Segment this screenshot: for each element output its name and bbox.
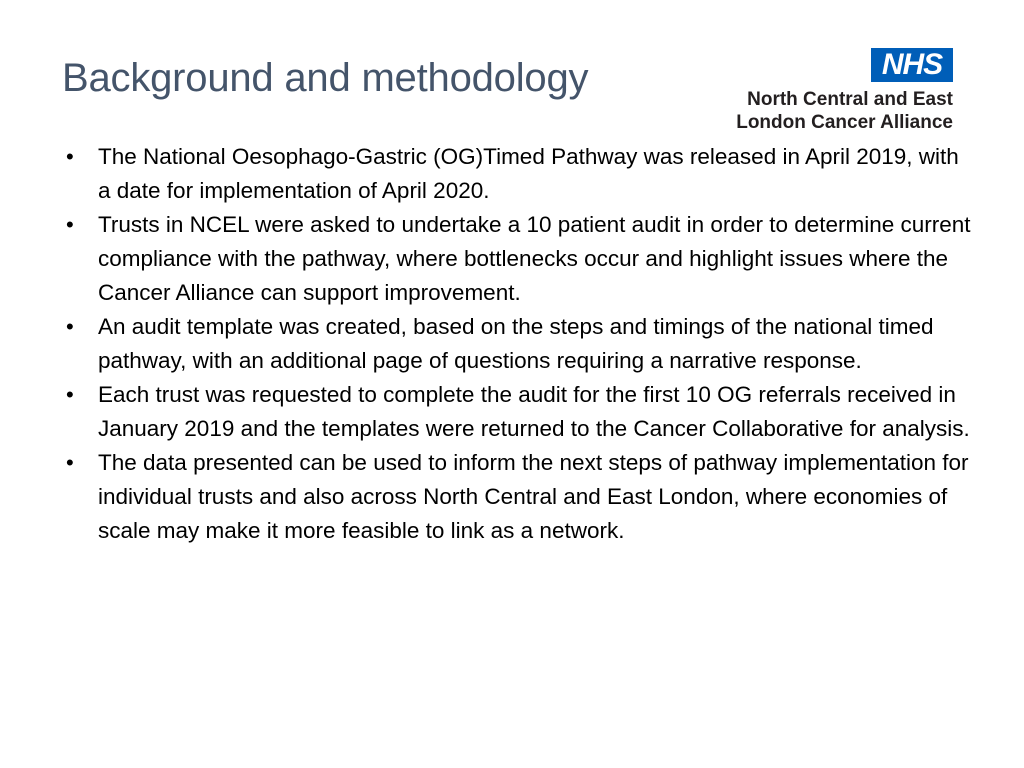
bullet-dot-icon: • (66, 450, 74, 475)
bullet-item (62, 140, 972, 208)
nhs-logo: NHS (871, 48, 953, 82)
bullet-text: Trusts in NCEL were asked to undertake a 10 patient audit in order to determine current compliance with the pathway, where bottlenecks occur and highlight issues where the Cancer Alliance can support improvement. (98, 212, 971, 305)
bullet-text: An audit template was created, based on the steps and timings of the national timed pathway, with an additional page of questions requiring a narrative response. (98, 314, 934, 373)
bullet-dot-icon: • (66, 314, 74, 339)
bullet-list (62, 140, 972, 548)
bullet-item (62, 378, 972, 446)
bullet-text: The data presented can be used to inform the next steps of pathway implementation for individual trusts and also across North Central and East London, where economies of scale may make it more feasible to link as a network. (98, 450, 969, 543)
bullet-text: Each trust was requested to complete the audit for the first 10 OG referrals received in January 2019 and the templates were returned to the Cancer Collaborative for analysis. (98, 382, 970, 441)
slide-title: Background and methodology (62, 56, 589, 100)
alliance-name-line-2: London Cancer Alliance (736, 112, 953, 133)
bullet-dot-icon: • (66, 144, 74, 169)
bullet-text: The National Oesophago-Gastric (OG)Timed Pathway was released in April 2019, with a date for implementation of April 2020. (98, 144, 959, 203)
bullet-item (62, 208, 972, 310)
alliance-name-line-1: North Central and East (747, 89, 953, 110)
bullet-dot-icon: • (66, 382, 74, 407)
bullet-item (62, 310, 972, 378)
bullet-dot-icon: • (66, 212, 74, 237)
nhs-logo-block (736, 48, 953, 134)
bullet-item (62, 446, 972, 548)
